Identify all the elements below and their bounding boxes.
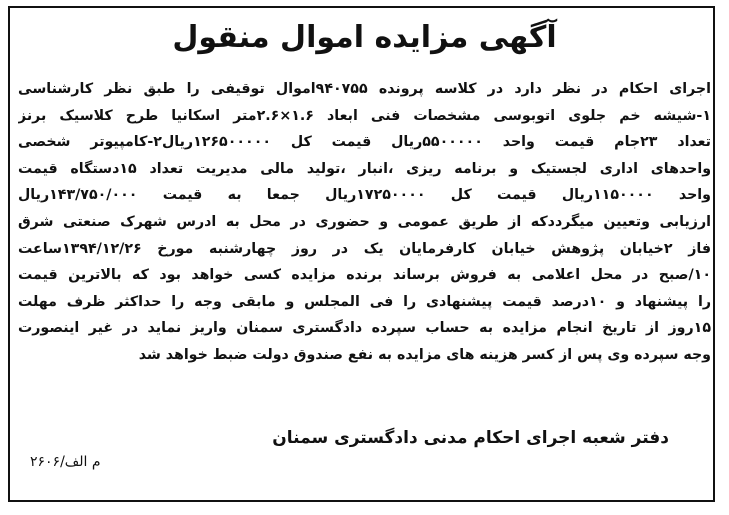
notice-body [18, 76, 711, 369]
notice-body-line: واحدهای اداری لجستیک و برنامه ریزی ،انبار ،تولید مالی مدیریت تعداد ۱۵دستگاه قیمت [18, 160, 711, 177]
notice-body-line: تعداد ۲۳جام قیمت واحد ۵۵۰۰۰۰۰ریال قیمت کل ۱۲۶۵۰۰۰۰۰ریال۲-کامپیوتر شخصی [18, 134, 711, 151]
notice-body-line: را پیشنهاد و ۱۰درصد قیمت پیشنهادی را فی المجلس و مابقی وجه را حداکثر ظرف مهلت [18, 293, 711, 310]
notice-body-line: ۱-شیشه خم جلوی اتوبوسی مشخصات فنی ابعاد ۱.۶×۲.۶متر اسکانیا طرح کلاسیک برنز [18, 107, 711, 124]
notice-body-line: فاز ۲خیابان پژوهش خیابان کارفرمایان یک در روز چهارشنبه مورخ ۱۳۹۴/۱۲/۲۶ساعت [18, 240, 711, 257]
notice-title: آگهی مزایده اموال منقول [172, 20, 557, 55]
issuer-signature: دفتر شعبه اجرای احکام مدنی دادگستری سمنان [272, 428, 669, 448]
notice-body-line: وجه سپرده وی پس از کسر هزینه های مزایده به نفع صندوق دولت ضبط خواهد شد [138, 346, 711, 363]
notice-body-line: ۱۰/صبح در محل اعلامی به فروش برساند برنده مزایده کسی خواهد بود که بالاترین قیمت [18, 267, 711, 284]
reference-number: م الف/۲۶۰۶ [30, 454, 101, 470]
notice-body-line: واحد ۱۱۵۰۰۰۰ریال قیمت کل ۱۷۲۵۰۰۰۰ریال جمعا به قیمت ۱۴۳/۷۵۰/۰۰۰ریال [18, 187, 711, 204]
notice-body-line: اجرای احکام در نظر دارد در کلاسه پرونده ۹۴۰۷۵۵اموال توقیفی را طبق نظر کارشناسی [18, 81, 711, 97]
notice-body-line: ۱۵روز از تاریخ انجام مزایده به حساب سپرده دادگستری سمنان واریز نماید در غیر اینصورت [18, 320, 711, 337]
notice-body-line: ارزیابی وتعیین میگرددکه از طریق عمومی و حضوری در محل به ادرس شهرک صنعتی شرق [18, 213, 711, 230]
